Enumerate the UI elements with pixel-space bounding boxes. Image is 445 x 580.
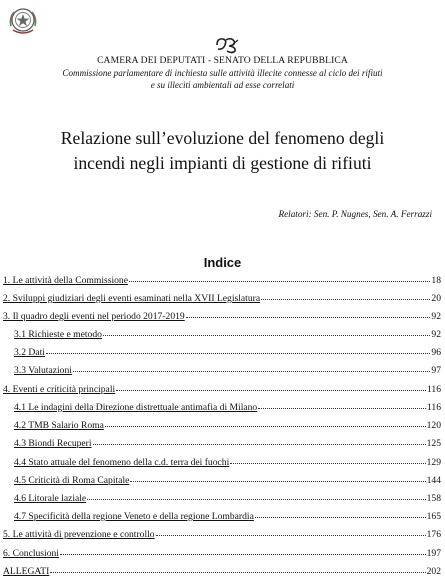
toc-dot-leader	[230, 454, 425, 464]
republic-emblem-icon	[6, 4, 40, 38]
document-header	[0, 55, 445, 91]
toc-entry-label[interactable]: 4.4 Stato attuale del fenomeno della c.d. terra dei fuochi	[14, 457, 230, 468]
toc-entry-page: 116	[426, 402, 441, 413]
toc-entry-label[interactable]: 4. Eventi e criticità principali	[3, 384, 116, 395]
report-title-line-1: Relazione sull’evoluzione del fenomeno degli	[60, 128, 385, 148]
toc-dot-leader	[87, 490, 425, 500]
toc-entry[interactable]	[14, 363, 441, 377]
toc-entry-label[interactable]: ALLEGATI	[3, 566, 50, 577]
toc-entry-label[interactable]: 4.7 Specificità della regione Veneto e della regione Lombardia	[14, 511, 254, 522]
toc-dot-leader	[93, 435, 426, 445]
toc-entry-page: 120	[426, 420, 441, 431]
toc-entry-label[interactable]: 4.1 Le indagini della Direzione distrettuale antimafia di Milano	[14, 402, 258, 413]
toc-entry-page: 176	[426, 529, 441, 540]
toc-entry-label[interactable]: 3.2 Dati	[14, 347, 45, 358]
toc-entry[interactable]	[3, 527, 441, 541]
toc-entry-page: 202	[426, 566, 441, 577]
toc-entry-label[interactable]: 4.5 Criticità di Roma Capitale	[14, 475, 130, 486]
toc-entry-page: 144	[426, 475, 441, 486]
index-heading: Indice	[203, 255, 242, 270]
toc-entry-page: 158	[426, 493, 441, 504]
rapporteurs: Relatori: Sen. P. Nugnes, Sen. A. Ferrazzi	[278, 209, 432, 219]
toc-entry-page: 116	[426, 384, 441, 395]
toc-entry-label[interactable]: 3. Il quadro degli eventi nel periodo 2017-2019	[3, 311, 185, 322]
toc-entry-label[interactable]: 3.3 Valutazioni	[14, 365, 72, 376]
toc-entry-label[interactable]: 4.2 TMB Salario Roma	[14, 420, 104, 431]
commission-line-1: Commissione parlamentare di inchiesta sulle attività illecite connesse al ciclo dei rifiuti	[62, 68, 383, 78]
toc-dot-leader	[103, 326, 430, 336]
report-title	[0, 126, 445, 176]
toc-entry[interactable]	[14, 473, 441, 487]
toc-entry[interactable]	[14, 509, 441, 523]
toc-entry[interactable]	[3, 273, 441, 287]
toc-entry-page: 97	[431, 365, 441, 376]
toc-dot-leader	[116, 381, 426, 391]
toc-entry-page: 92	[431, 329, 441, 340]
toc-dot-leader	[255, 508, 426, 518]
toc-entry[interactable]	[3, 546, 441, 560]
toc-entry[interactable]	[14, 436, 441, 450]
commission-line-2: e su illeciti ambientali ad esse correlati	[150, 80, 295, 90]
toc-dot-leader	[186, 308, 431, 318]
toc-entry-page: 96	[431, 347, 441, 358]
toc-entry-label[interactable]: 2. Sviluppi giudiziari degli eventi esaminati nella XVII Legislatura	[3, 293, 261, 304]
toc-dot-leader	[129, 272, 430, 282]
toc-entry-page: 129	[426, 457, 441, 468]
toc-entry-page: 18	[431, 275, 441, 286]
toc-entry-page: 125	[426, 438, 441, 449]
toc-entry-page: 20	[431, 293, 441, 304]
toc-dot-leader	[46, 344, 430, 354]
toc-entry[interactable]	[14, 418, 441, 432]
toc-entry[interactable]	[14, 400, 441, 414]
toc-entry-page: 197	[426, 548, 441, 559]
toc-dot-leader	[261, 290, 430, 300]
toc-dot-leader	[73, 362, 430, 372]
toc-dot-leader	[50, 563, 425, 573]
toc-entry-page: 92	[431, 311, 441, 322]
toc-entry-label[interactable]: 4.6 Litorale laziale	[14, 493, 87, 504]
toc-entry-label[interactable]: 6. Conclusioni	[3, 548, 59, 559]
toc-entry-label[interactable]: 4.3 Biondi Recuperi	[14, 438, 92, 449]
toc-entry-label[interactable]: 3.1 Richieste e metodo	[14, 329, 102, 340]
toc-dot-leader	[60, 545, 426, 555]
toc-entry[interactable]	[3, 309, 441, 323]
toc-dot-leader	[105, 417, 426, 427]
toc-entry[interactable]	[3, 291, 441, 305]
parliament-monogram-icon	[214, 36, 240, 54]
toc-dot-leader	[130, 472, 425, 482]
toc-entry[interactable]	[3, 382, 441, 396]
toc-entry-page: 165	[426, 511, 441, 522]
report-title-line-2: incendi negli impianti di gestione di rifiuti	[73, 153, 372, 173]
toc-entry[interactable]	[3, 564, 441, 578]
toc-entry[interactable]	[14, 491, 441, 505]
toc-entry-label[interactable]: 5. Le attività di prevenzione e controllo	[3, 529, 155, 540]
toc-entry-label[interactable]: 1. Le attività della Commissione	[3, 275, 128, 286]
institution-line: CAMERA DEI DEPUTATI - SENATO DELLA REPUBBLICA	[97, 55, 348, 66]
toc-entry[interactable]	[14, 455, 441, 469]
toc-dot-leader	[156, 526, 426, 536]
toc-dot-leader	[258, 399, 426, 409]
toc-entry[interactable]	[14, 345, 441, 359]
toc-entry[interactable]	[14, 327, 441, 341]
